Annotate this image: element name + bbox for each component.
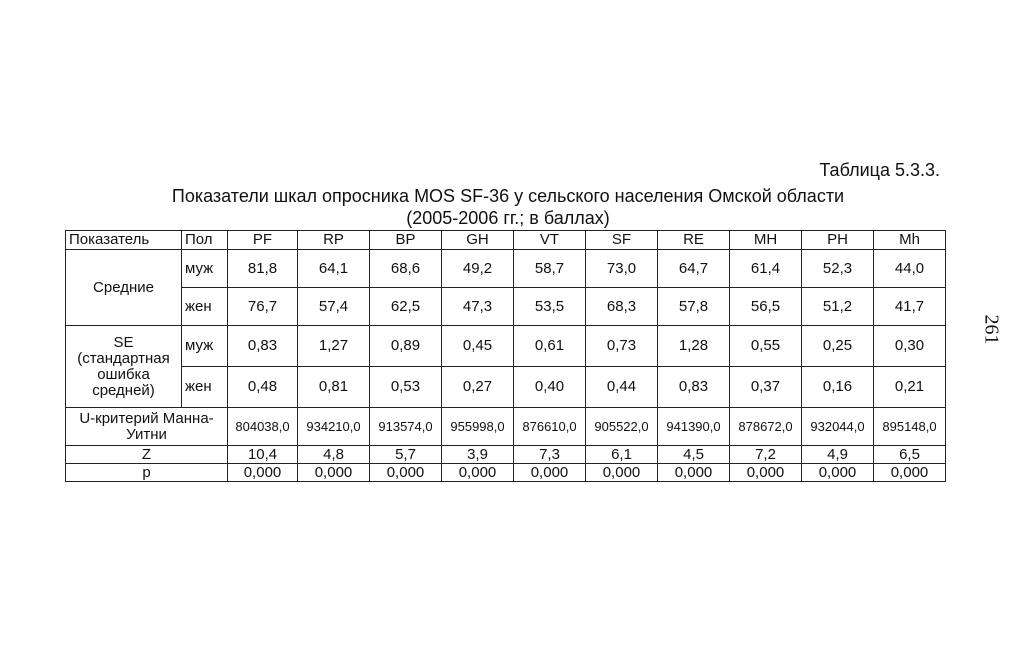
table-cell: 81,8 bbox=[228, 250, 298, 288]
table-cell: 895148,0 bbox=[874, 408, 946, 446]
table-cell: 52,3 bbox=[802, 250, 874, 288]
table-cell: 0,16 bbox=[802, 367, 874, 408]
table-cell: 934210,0 bbox=[298, 408, 370, 446]
table-cell: 49,2 bbox=[442, 250, 514, 288]
table-cell: 0,000 bbox=[658, 464, 730, 482]
table-cell: 0,000 bbox=[874, 464, 946, 482]
table-row bbox=[66, 288, 946, 326]
table-cell: 0,000 bbox=[586, 464, 658, 482]
table-cell: 6,1 bbox=[586, 446, 658, 464]
table-cell: 0,000 bbox=[298, 464, 370, 482]
table-row bbox=[66, 464, 946, 482]
table-cell: 62,5 bbox=[370, 288, 442, 326]
header-scale: RE bbox=[658, 231, 730, 250]
table-cell: 0,81 bbox=[298, 367, 370, 408]
table-cell: 932044,0 bbox=[802, 408, 874, 446]
se-label: SE (стандартная ошибка средней) bbox=[66, 326, 182, 408]
table-subtitle: (2005-2006 гг.; в баллах) bbox=[406, 208, 610, 228]
table-cell: 0,40 bbox=[514, 367, 586, 408]
table-cell: 6,5 bbox=[874, 446, 946, 464]
table-cell: 57,8 bbox=[658, 288, 730, 326]
table-cell: 4,9 bbox=[802, 446, 874, 464]
sex-cell: жен bbox=[182, 367, 228, 408]
table-cell: 58,7 bbox=[514, 250, 586, 288]
table-cell: 804038,0 bbox=[228, 408, 298, 446]
table-cell: 0,45 bbox=[442, 326, 514, 367]
header-sex: Пол bbox=[182, 231, 228, 250]
table-cell: 1,28 bbox=[658, 326, 730, 367]
header-scale: RP bbox=[298, 231, 370, 250]
means-label: Средние bbox=[66, 250, 182, 326]
table-cell: 878672,0 bbox=[730, 408, 802, 446]
header-scale: MH bbox=[730, 231, 802, 250]
table-cell: 0,27 bbox=[442, 367, 514, 408]
table-cell: 64,7 bbox=[658, 250, 730, 288]
header-scale: VT bbox=[514, 231, 586, 250]
table-cell: 7,2 bbox=[730, 446, 802, 464]
header-scale: GH bbox=[442, 231, 514, 250]
table-cell: 53,5 bbox=[514, 288, 586, 326]
header-scale: PF bbox=[228, 231, 298, 250]
table-cell: 941390,0 bbox=[658, 408, 730, 446]
z-label: Z bbox=[66, 446, 228, 464]
u-test-label: U-критерий Манна-Уитни bbox=[66, 408, 228, 446]
table-cell: 0,000 bbox=[228, 464, 298, 482]
table-cell: 1,27 bbox=[298, 326, 370, 367]
table-cell: 4,5 bbox=[658, 446, 730, 464]
table-cell: 0,30 bbox=[874, 326, 946, 367]
table-cell: 0,61 bbox=[514, 326, 586, 367]
table-row bbox=[66, 408, 946, 446]
table-cell: 68,3 bbox=[586, 288, 658, 326]
table-cell: 0,000 bbox=[514, 464, 586, 482]
table-cell: 0,83 bbox=[228, 326, 298, 367]
table-cell: 0,48 bbox=[228, 367, 298, 408]
table-cell: 913574,0 bbox=[370, 408, 442, 446]
table-cell: 905522,0 bbox=[586, 408, 658, 446]
table-cell: 0,83 bbox=[658, 367, 730, 408]
header-scale: PH bbox=[802, 231, 874, 250]
table-cell: 73,0 bbox=[586, 250, 658, 288]
table-row bbox=[66, 367, 946, 408]
table-header-row bbox=[66, 231, 946, 250]
table-cell: 64,1 bbox=[298, 250, 370, 288]
table-cell: 0,37 bbox=[730, 367, 802, 408]
sex-cell: жен bbox=[182, 288, 228, 326]
table-cell: 68,6 bbox=[370, 250, 442, 288]
header-indicator: Показатель bbox=[66, 231, 182, 250]
table-cell: 0,73 bbox=[586, 326, 658, 367]
table-cell: 4,8 bbox=[298, 446, 370, 464]
header-scale: Mh bbox=[874, 231, 946, 250]
table-cell: 0,000 bbox=[370, 464, 442, 482]
table-cell: 0,25 bbox=[802, 326, 874, 367]
table-cell: 5,7 bbox=[370, 446, 442, 464]
table-row bbox=[66, 446, 946, 464]
table-title: Показатели шкал опросника MOS SF-36 у сельского населения Омской области bbox=[171, 186, 845, 206]
header-scale: BP bbox=[370, 231, 442, 250]
table-cell: 57,4 bbox=[298, 288, 370, 326]
table-cell: 0,000 bbox=[730, 464, 802, 482]
table-cell: 51,2 bbox=[802, 288, 874, 326]
table-cell: 0,53 bbox=[370, 367, 442, 408]
table-cell: 0,55 bbox=[730, 326, 802, 367]
table-cell: 876610,0 bbox=[514, 408, 586, 446]
p-label: p bbox=[66, 464, 228, 482]
table-cell: 0,000 bbox=[802, 464, 874, 482]
table-cell: 0,21 bbox=[874, 367, 946, 408]
table-cell: 76,7 bbox=[228, 288, 298, 326]
table-row bbox=[66, 326, 946, 367]
table-cell: 3,9 bbox=[442, 446, 514, 464]
table-number-label: Таблица 5.3.3. bbox=[819, 160, 940, 180]
table-cell: 61,4 bbox=[730, 250, 802, 288]
table-cell: 0,000 bbox=[442, 464, 514, 482]
sf36-scores-table bbox=[65, 230, 946, 482]
table-cell: 0,89 bbox=[370, 326, 442, 367]
table-cell: 7,3 bbox=[514, 446, 586, 464]
sex-cell: муж bbox=[182, 326, 228, 367]
header-scale: SF bbox=[586, 231, 658, 250]
table-cell: 0,44 bbox=[586, 367, 658, 408]
page-number: 261 bbox=[980, 314, 1003, 345]
table-cell: 955998,0 bbox=[442, 408, 514, 446]
table-cell: 56,5 bbox=[730, 288, 802, 326]
sex-cell: муж bbox=[182, 250, 228, 288]
table-row bbox=[66, 250, 946, 288]
table-cell: 44,0 bbox=[874, 250, 946, 288]
table-cell: 41,7 bbox=[874, 288, 946, 326]
table-cell: 10,4 bbox=[228, 446, 298, 464]
table-cell: 47,3 bbox=[442, 288, 514, 326]
